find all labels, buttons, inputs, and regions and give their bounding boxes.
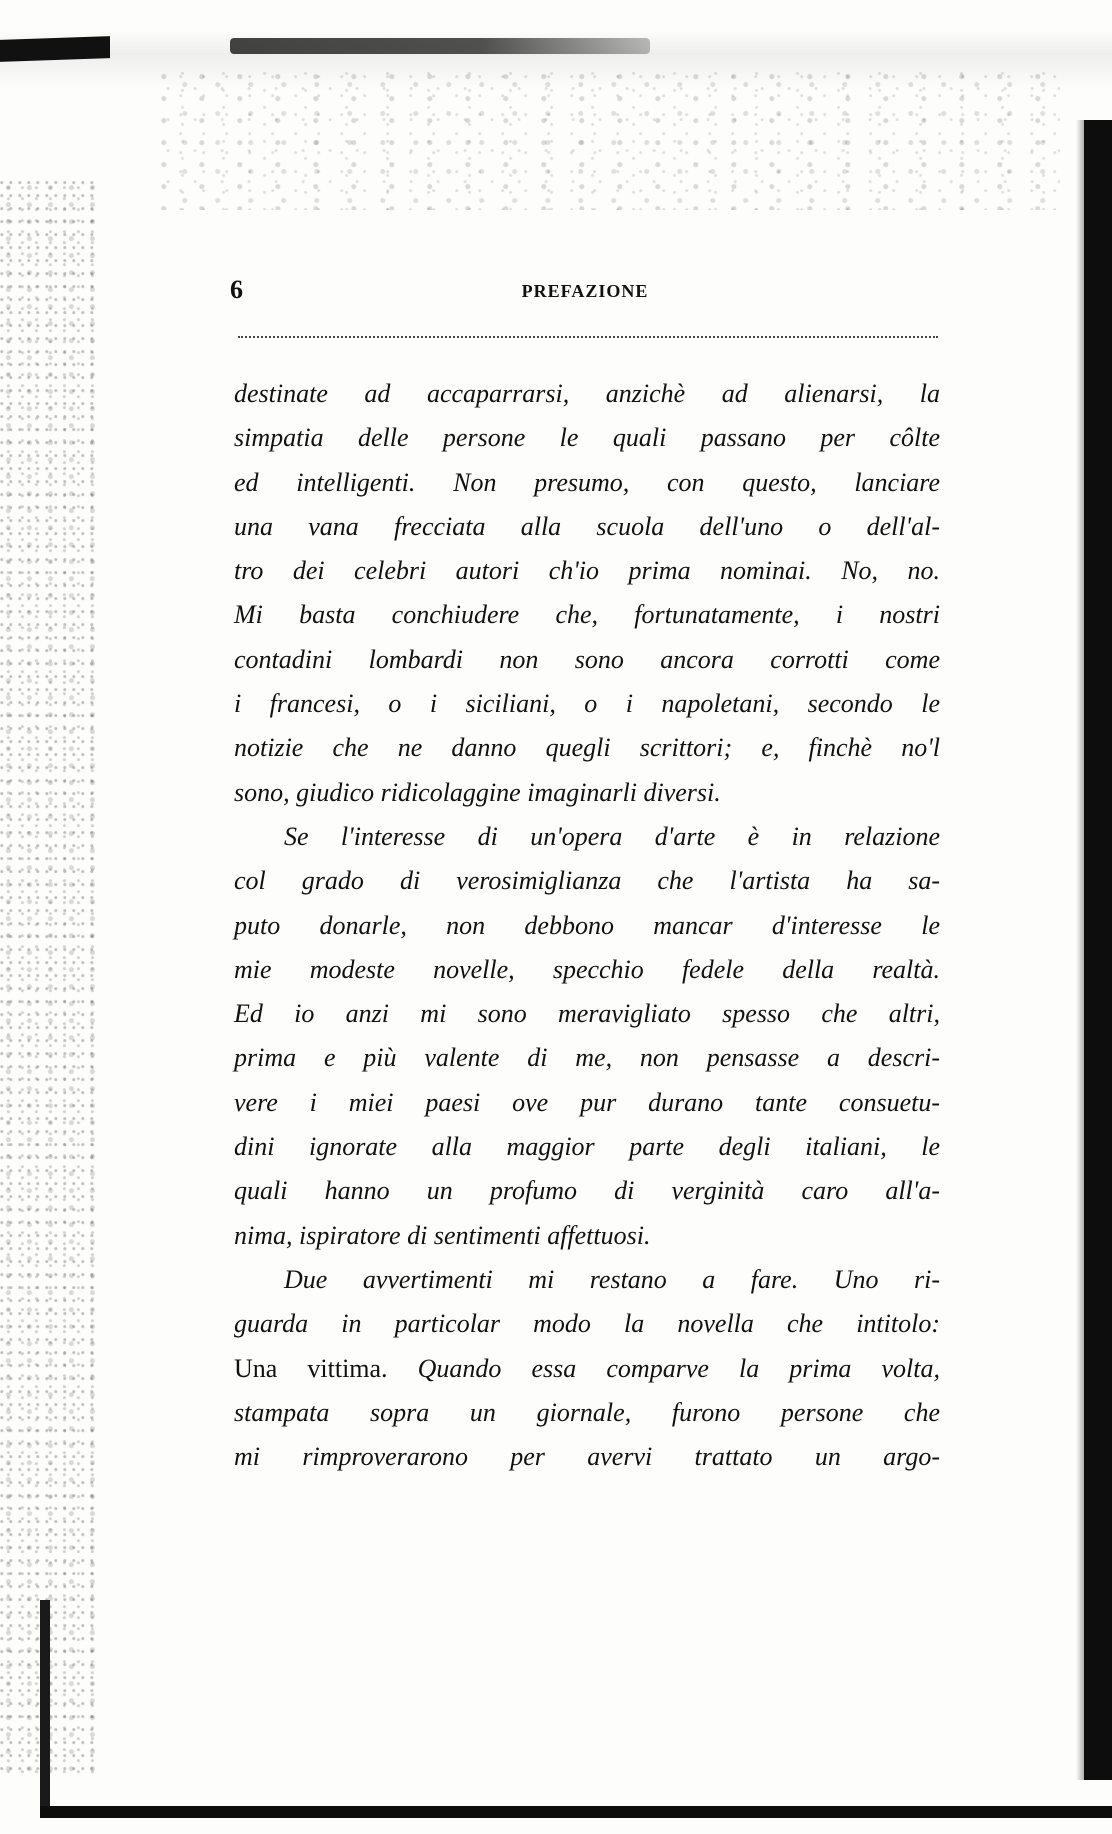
scan-shadow-right: [1076, 120, 1084, 1780]
text-line: una vana frecciata alla scuola dell'uno o dell'al-: [234, 511, 940, 541]
scan-artifact-top-left: [0, 36, 110, 62]
text-line: nima, ispiratore di sentimenti affettuosi.: [234, 1220, 651, 1250]
body-text: [234, 372, 940, 1479]
text-line: Mi basta conchiudere che, fortunatamente, i nostri: [234, 600, 940, 630]
text-line: i francesi, o i siciliani, o i napoletani, secondo le: [234, 689, 940, 719]
text-line: ed intelligenti. Non presumo, con questo, lanciare: [234, 467, 940, 497]
scan-noise-top: [160, 70, 1060, 210]
text-line: destinate ad accaparrarsi, anzichè ad alienarsi, la: [234, 379, 940, 408]
text-line: guarda in particolar modo la novella che intitolo:: [234, 1309, 940, 1339]
text-line: dini ignorate alla maggior parte degli italiani, le: [234, 1132, 940, 1162]
text-line: stampata sopra un giornale, furono persone che: [234, 1397, 940, 1427]
text-line: col grado di verosimiglianza che l'artista ha sa-: [234, 866, 940, 896]
text-line: Ed io anzi mi sono meravigliato spesso che altri,: [234, 999, 940, 1029]
text-line: sono, giudico ridicolaggine imaginarli diversi.: [234, 777, 721, 807]
text-line: notizie che ne danno quegli scrittori; e, finchè no'l: [234, 733, 940, 763]
page-header: [230, 272, 940, 312]
text-line: prima e più valente di me, non pensasse a descri-: [234, 1043, 940, 1073]
text-line: mie modeste novelle, specchio fedele della realtà.: [234, 954, 940, 984]
page-number: 6: [230, 275, 243, 304]
text-line: quali hanno un profumo di verginità caro all'a-: [234, 1176, 940, 1206]
header-rule: [238, 336, 938, 338]
text-line: simpatia delle persone le quali passano per côlte: [234, 423, 940, 453]
scan-border-left-bottom: [40, 1600, 50, 1818]
text-line-rest: Quando essa comparve la prima volta,: [417, 1353, 940, 1383]
text-line: Se l'interesse di un'opera d'arte è in relazione: [284, 821, 940, 851]
text-line: contadini lombardi non sono ancora corrotti come: [234, 644, 940, 674]
text-line: vere i miei paesi ove pur durano tante consuetu-: [234, 1087, 940, 1117]
running-head: PREFAZIONE: [521, 281, 649, 301]
text-line: mi rimproverarono per avervi trattato un argo-: [234, 1442, 940, 1472]
text-line: puto donarle, non debbono mancar d'interesse le: [234, 910, 940, 940]
inline-title: Una vittima.: [234, 1353, 388, 1383]
scan-border-right: [1084, 120, 1112, 1780]
text-line-with-title: [234, 1347, 940, 1391]
text-line: Due avvertimenti mi restano a fare. Uno ri-: [284, 1264, 940, 1294]
text-line: tro dei celebri autori ch'io prima nominai. No, no.: [234, 556, 940, 586]
scan-border-bottom: [40, 1806, 1112, 1818]
scan-artifact-top: [230, 38, 650, 54]
scan-noise-left: [0, 180, 95, 1780]
